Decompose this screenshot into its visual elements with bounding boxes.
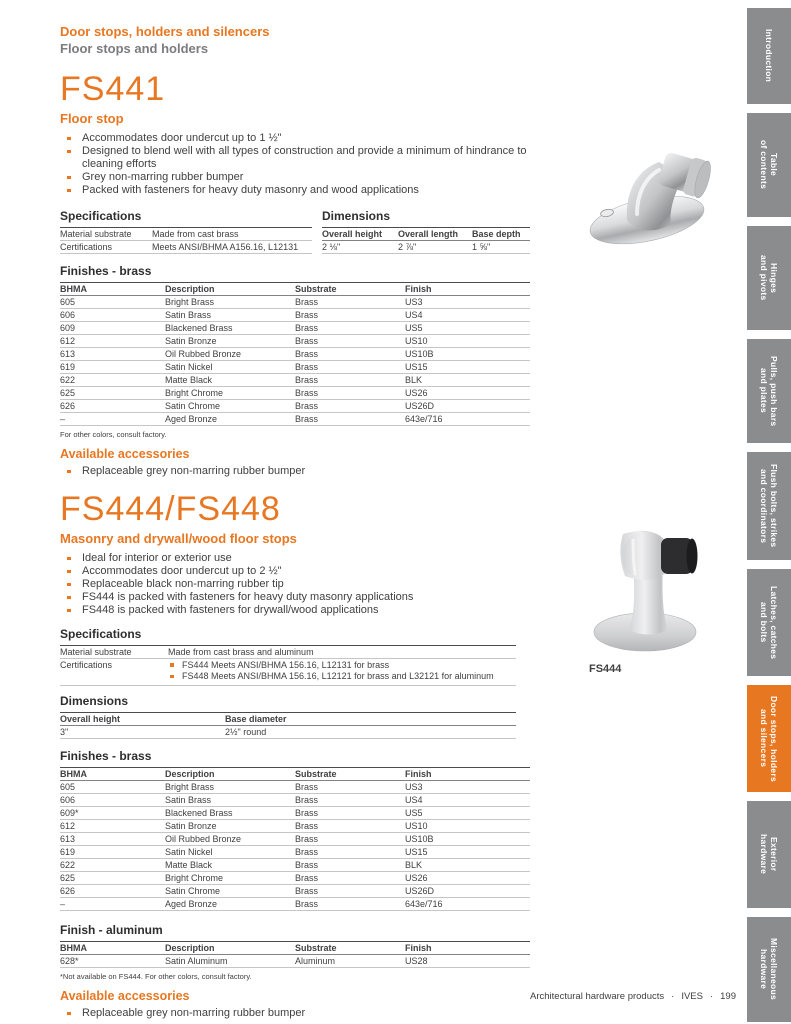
table-row: [60, 885, 530, 898]
tab-label: Introduction: [764, 29, 774, 83]
column-header: Substrate: [295, 768, 337, 779]
table-row: [60, 820, 530, 833]
tab-label: Table: [769, 153, 779, 177]
fs444-dimensions-table: [60, 694, 516, 739]
table-cell: BLK: [405, 859, 423, 870]
tab-table-of-contents[interactable]: [747, 113, 791, 217]
tab-label: Door stops, holders: [769, 695, 779, 782]
subcategory-title: Floor stops and holders: [60, 41, 209, 56]
tab-pulls-push-bars-and-plates[interactable]: [747, 339, 791, 443]
table-cell: US28: [405, 955, 428, 966]
table-cell: 625: [60, 387, 76, 398]
table-row: [60, 859, 530, 872]
category-title: Door stops, holders and silencers: [60, 24, 270, 39]
spec-value: Meets ANSI/BHMA A156.16, L12131: [152, 241, 299, 252]
table-row: [60, 794, 530, 807]
feature-item: Packed with fasteners for heavy duty masonry and wood applications: [60, 184, 532, 197]
section-heading: Dimensions: [60, 694, 516, 713]
tab-label: Latches, catches: [769, 585, 779, 660]
table-cell: Brass: [295, 820, 319, 831]
table-cell: 643e/716: [405, 898, 443, 909]
table-cell: Matte Black: [165, 374, 213, 385]
main-content: [60, 24, 532, 1020]
table-cell: Satin Nickel: [165, 846, 213, 857]
table-row: [60, 833, 530, 846]
fs441-feature-list: [60, 132, 532, 197]
table-cell: Aged Bronze: [165, 413, 218, 424]
table-cell: Satin Chrome: [165, 885, 221, 896]
table-cell: Satin Nickel: [165, 361, 213, 372]
dimension-value: 3": [60, 726, 69, 737]
table-cell: Bright Brass: [165, 296, 215, 307]
tab-label: hardware: [759, 834, 769, 875]
section-heading: Finishes - brass: [60, 749, 530, 768]
table-cell: Brass: [295, 296, 319, 307]
table-cell: Brass: [295, 348, 319, 359]
table-row: [60, 348, 530, 361]
tab-label: hardware: [759, 949, 769, 990]
table-cell: Brass: [295, 374, 319, 385]
table-cell: 625: [60, 872, 76, 883]
column-header: Substrate: [295, 283, 337, 294]
fs441-title: FS441: [60, 70, 166, 108]
section-heading: Finish - aluminum: [60, 923, 530, 942]
section-tabs: [747, 0, 791, 1024]
table-cell: Brass: [295, 335, 319, 346]
tab-door-stops-holders-and-silencers[interactable]: [747, 685, 791, 792]
table-cell: 613: [60, 348, 76, 359]
table-cell: Brass: [295, 387, 319, 398]
tab-label: Hinges: [769, 262, 779, 294]
table-cell: US26D: [405, 885, 435, 896]
table-cell: 605: [60, 296, 76, 307]
table-header-row: [60, 713, 516, 726]
table-cell: 619: [60, 361, 76, 372]
table-body: [60, 955, 530, 968]
dimension-value: 1 ⅝": [472, 241, 491, 252]
table-cell: Satin Bronze: [165, 820, 217, 831]
table-cell: Brass: [295, 361, 319, 372]
table-cell: US3: [405, 781, 423, 792]
table-cell: US26D: [405, 400, 435, 411]
table-cell: Bright Chrome: [165, 387, 224, 398]
spec-value: [168, 661, 516, 684]
table-cell: 609: [60, 322, 76, 333]
table-cell: Aluminum: [295, 955, 336, 966]
fs444-specifications-table: [60, 627, 516, 686]
table-cell: 609*: [60, 807, 79, 818]
table-cell: Brass: [295, 833, 319, 844]
table-cell: US26: [405, 387, 428, 398]
table-cell: US4: [405, 309, 423, 320]
table-cell: Brass: [295, 807, 319, 818]
tab-hinges-and-pivots[interactable]: [747, 226, 791, 330]
table-cell: –: [60, 413, 66, 424]
table-cell: Brass: [295, 322, 319, 333]
table-cell: US5: [405, 807, 423, 818]
column-header: Overall height: [322, 228, 383, 239]
table-cell: Brass: [295, 872, 319, 883]
fs444-title: FS444/FS448: [60, 490, 281, 528]
tab-label: and silencers: [759, 709, 769, 768]
tab-label: Flush bolts, strikes: [769, 464, 779, 548]
table-cell: Bright Chrome: [165, 872, 224, 883]
fs444-product-image: [583, 512, 723, 675]
table-cell: 626: [60, 885, 76, 896]
footer-text: Architectural hardware products: [530, 991, 665, 1002]
tab-introduction[interactable]: [747, 8, 791, 104]
table-row: [60, 726, 516, 739]
column-header: Description: [165, 942, 215, 953]
table-header-row: [60, 283, 530, 296]
table-cell: Blackened Brass: [165, 807, 233, 818]
section-heading: Finishes - brass: [60, 264, 530, 283]
table-cell: Oil Rubbed Bronze: [165, 833, 242, 844]
feature-item: FS444 is packed with fasteners for heavy duty masonry applications: [60, 591, 532, 604]
table-cell: 612: [60, 335, 76, 346]
table-row: [60, 309, 530, 322]
tab-label: and coordinators: [759, 468, 769, 544]
table-cell: 605: [60, 781, 76, 792]
dimension-value: 2 ⅞": [398, 241, 417, 252]
table-cell: Satin Bronze: [165, 335, 217, 346]
table-cell: Brass: [295, 885, 319, 896]
accessories-heading: Available accessories: [60, 447, 190, 461]
dimension-value: 2½" round: [225, 726, 267, 737]
table-cell: Aged Bronze: [165, 898, 218, 909]
section-heading: Dimensions: [322, 209, 530, 228]
table-row: [60, 872, 530, 885]
table-cell: Brass: [295, 859, 319, 870]
table-cell: US15: [405, 361, 428, 372]
feature-item: Ideal for interior or exterior use: [60, 552, 532, 565]
table-row: [60, 241, 312, 254]
table-cell: US26: [405, 872, 428, 883]
tab-label: and bolts: [759, 602, 769, 643]
fs441-accessories-list: [60, 465, 532, 478]
spec-label: Certifications: [60, 241, 113, 252]
certification-item: FS448 Meets ANSI/BHMA 156.16, L12121 for brass and L32121 for aluminum: [168, 672, 516, 681]
table-row: [60, 781, 530, 794]
table-cell: Brass: [295, 846, 319, 857]
accessory-item: Replaceable grey non-marring rubber bumper: [60, 465, 532, 478]
spec-value: Made from cast brass: [152, 228, 239, 239]
table-header-row: [60, 942, 530, 955]
accessories-heading: Available accessories: [60, 989, 190, 1003]
fs444-subtitle: Masonry and drywall/wood floor stops: [60, 531, 297, 546]
table-cell: Satin Brass: [165, 309, 212, 320]
table-cell: –: [60, 898, 66, 909]
table-cell: 606: [60, 794, 76, 805]
table-row: [322, 241, 530, 254]
column-header: Description: [165, 768, 215, 779]
table-cell: BLK: [405, 374, 423, 385]
fs444-finishes-table: [60, 749, 530, 911]
column-header: Overall height: [60, 713, 121, 724]
table-row: [60, 387, 530, 400]
table-cell: Brass: [295, 781, 319, 792]
feature-item: FS448 is packed with fasteners for drywall/wood applications: [60, 604, 532, 617]
column-header: Finish: [405, 768, 432, 779]
column-header: Base diameter: [225, 713, 287, 724]
fs441-subtitle: Floor stop: [60, 111, 124, 126]
table-cell: US15: [405, 846, 428, 857]
tab-label: Exterior: [769, 837, 779, 872]
tab-flush-bolts-strikes-and-coordinators[interactable]: [747, 452, 791, 560]
table-cell: 628*: [60, 955, 79, 966]
table-cell: 643e/716: [405, 413, 443, 424]
table-header-row: [322, 228, 530, 241]
table-row: [60, 646, 516, 659]
column-header: Overall length: [398, 228, 459, 239]
table-cell: Satin Brass: [165, 794, 212, 805]
footer-brand: IVES: [681, 991, 703, 1002]
table-cell: US10: [405, 335, 428, 346]
section-heading: Specifications: [60, 209, 312, 228]
column-header: Description: [165, 283, 215, 294]
table-cell: Brass: [295, 794, 319, 805]
feature-item: Accommodates door undercut up to 2 ½": [60, 565, 532, 578]
fs444-section: [60, 492, 532, 1020]
tab-label: of contents: [759, 140, 769, 190]
accessory-item: Replaceable grey non-marring rubber bumper: [60, 1007, 532, 1020]
feature-item: Replaceable black non-marring rubber tip: [60, 578, 532, 591]
column-header: BHMA: [60, 768, 87, 779]
table-cell: 626: [60, 400, 76, 411]
table-cell: 606: [60, 309, 76, 320]
fs444-image-caption: FS444: [589, 663, 622, 675]
table-cell: 622: [60, 859, 76, 870]
footer-page-number: 199: [720, 991, 736, 1002]
column-header: BHMA: [60, 283, 87, 294]
table-row: [60, 296, 530, 309]
table-cell: 619: [60, 846, 76, 857]
table-header-row: [60, 768, 530, 781]
feature-item: Designed to blend well with all types of construction and provide a minimum of hindrance to cleaning efforts: [60, 145, 532, 171]
table-cell: Brass: [295, 898, 319, 909]
table-cell: US10: [405, 820, 428, 831]
column-header: Finish: [405, 942, 432, 953]
table-cell: Matte Black: [165, 859, 213, 870]
tab-latches-catches-and-bolts[interactable]: [747, 569, 791, 676]
spec-label: Material substrate: [60, 646, 132, 657]
table-row: [60, 807, 530, 820]
tab-label: Pulls, push bars: [769, 355, 779, 427]
tab-exterior-hardware[interactable]: [747, 801, 791, 908]
spec-label: Material substrate: [60, 228, 132, 239]
certification-item: FS444 Meets ANSI/BHMA 156.16, L12131 for brass: [168, 661, 516, 670]
table-row: [60, 955, 530, 968]
table-body: [60, 296, 530, 426]
table-cell: Satin Aluminum: [165, 955, 228, 966]
fs441-dimensions-table: [322, 209, 530, 254]
fs441-section: [60, 72, 532, 478]
spec-value: Made from cast brass and aluminum: [168, 646, 314, 657]
table-row: [60, 322, 530, 335]
table-row: [60, 374, 530, 387]
table-cell: Satin Chrome: [165, 400, 221, 411]
footer-separator: ·: [671, 991, 675, 1002]
fs444-aluminum-table: [60, 923, 530, 968]
table-row: [60, 846, 530, 859]
tab-label: and pivots: [759, 255, 769, 301]
page-footer: [300, 991, 736, 1002]
table-cell: Brass: [295, 400, 319, 411]
fs444-feature-list: [60, 552, 532, 617]
table-cell: US3: [405, 296, 423, 307]
table-row: [60, 413, 530, 426]
table-cell: US10B: [405, 833, 434, 844]
dimension-value: 2 ⅛": [322, 241, 341, 252]
footer-separator: ·: [709, 991, 714, 1002]
aluminum-footnote: *Not available on FS444. For other colors, consult factory.: [60, 972, 252, 981]
tab-label: Miscellaneous: [769, 938, 779, 1001]
table-cell: 622: [60, 374, 76, 385]
fs441-finishes-table: [60, 264, 530, 426]
spec-label: Certifications: [60, 659, 113, 670]
table-row: [60, 228, 312, 241]
table-cell: Brass: [295, 413, 319, 424]
column-header: BHMA: [60, 942, 87, 953]
tab-label: and plates: [759, 368, 769, 414]
column-header: Finish: [405, 283, 432, 294]
table-cell: 612: [60, 820, 76, 831]
table-row: [60, 361, 530, 374]
table-cell: US4: [405, 794, 423, 805]
fs441-product-image: [575, 120, 740, 248]
column-header: Base depth: [472, 228, 521, 239]
section-heading: Specifications: [60, 627, 516, 646]
table-cell: US10B: [405, 348, 434, 359]
table-row: [60, 400, 530, 413]
table-cell: 613: [60, 833, 76, 844]
table-cell: Blackened Brass: [165, 322, 233, 333]
fs441-specifications-table: [60, 209, 312, 254]
fs444-accessories-list: [60, 1007, 532, 1020]
table-cell: US5: [405, 322, 423, 333]
tab-miscellaneous-hardware[interactable]: [747, 917, 791, 1022]
table-cell: Brass: [295, 309, 319, 320]
feature-item: Grey non-marring rubber bumper: [60, 171, 532, 184]
table-row: [60, 898, 530, 911]
feature-item: Accommodates door undercut up to 1 ½": [60, 132, 532, 145]
table-cell: Oil Rubbed Bronze: [165, 348, 242, 359]
finishes-footnote: For other colors, consult factory.: [60, 430, 167, 439]
table-row: [60, 659, 516, 686]
column-header: Substrate: [295, 942, 337, 953]
table-body: [60, 781, 530, 911]
table-row: [60, 335, 530, 348]
table-cell: Bright Brass: [165, 781, 215, 792]
